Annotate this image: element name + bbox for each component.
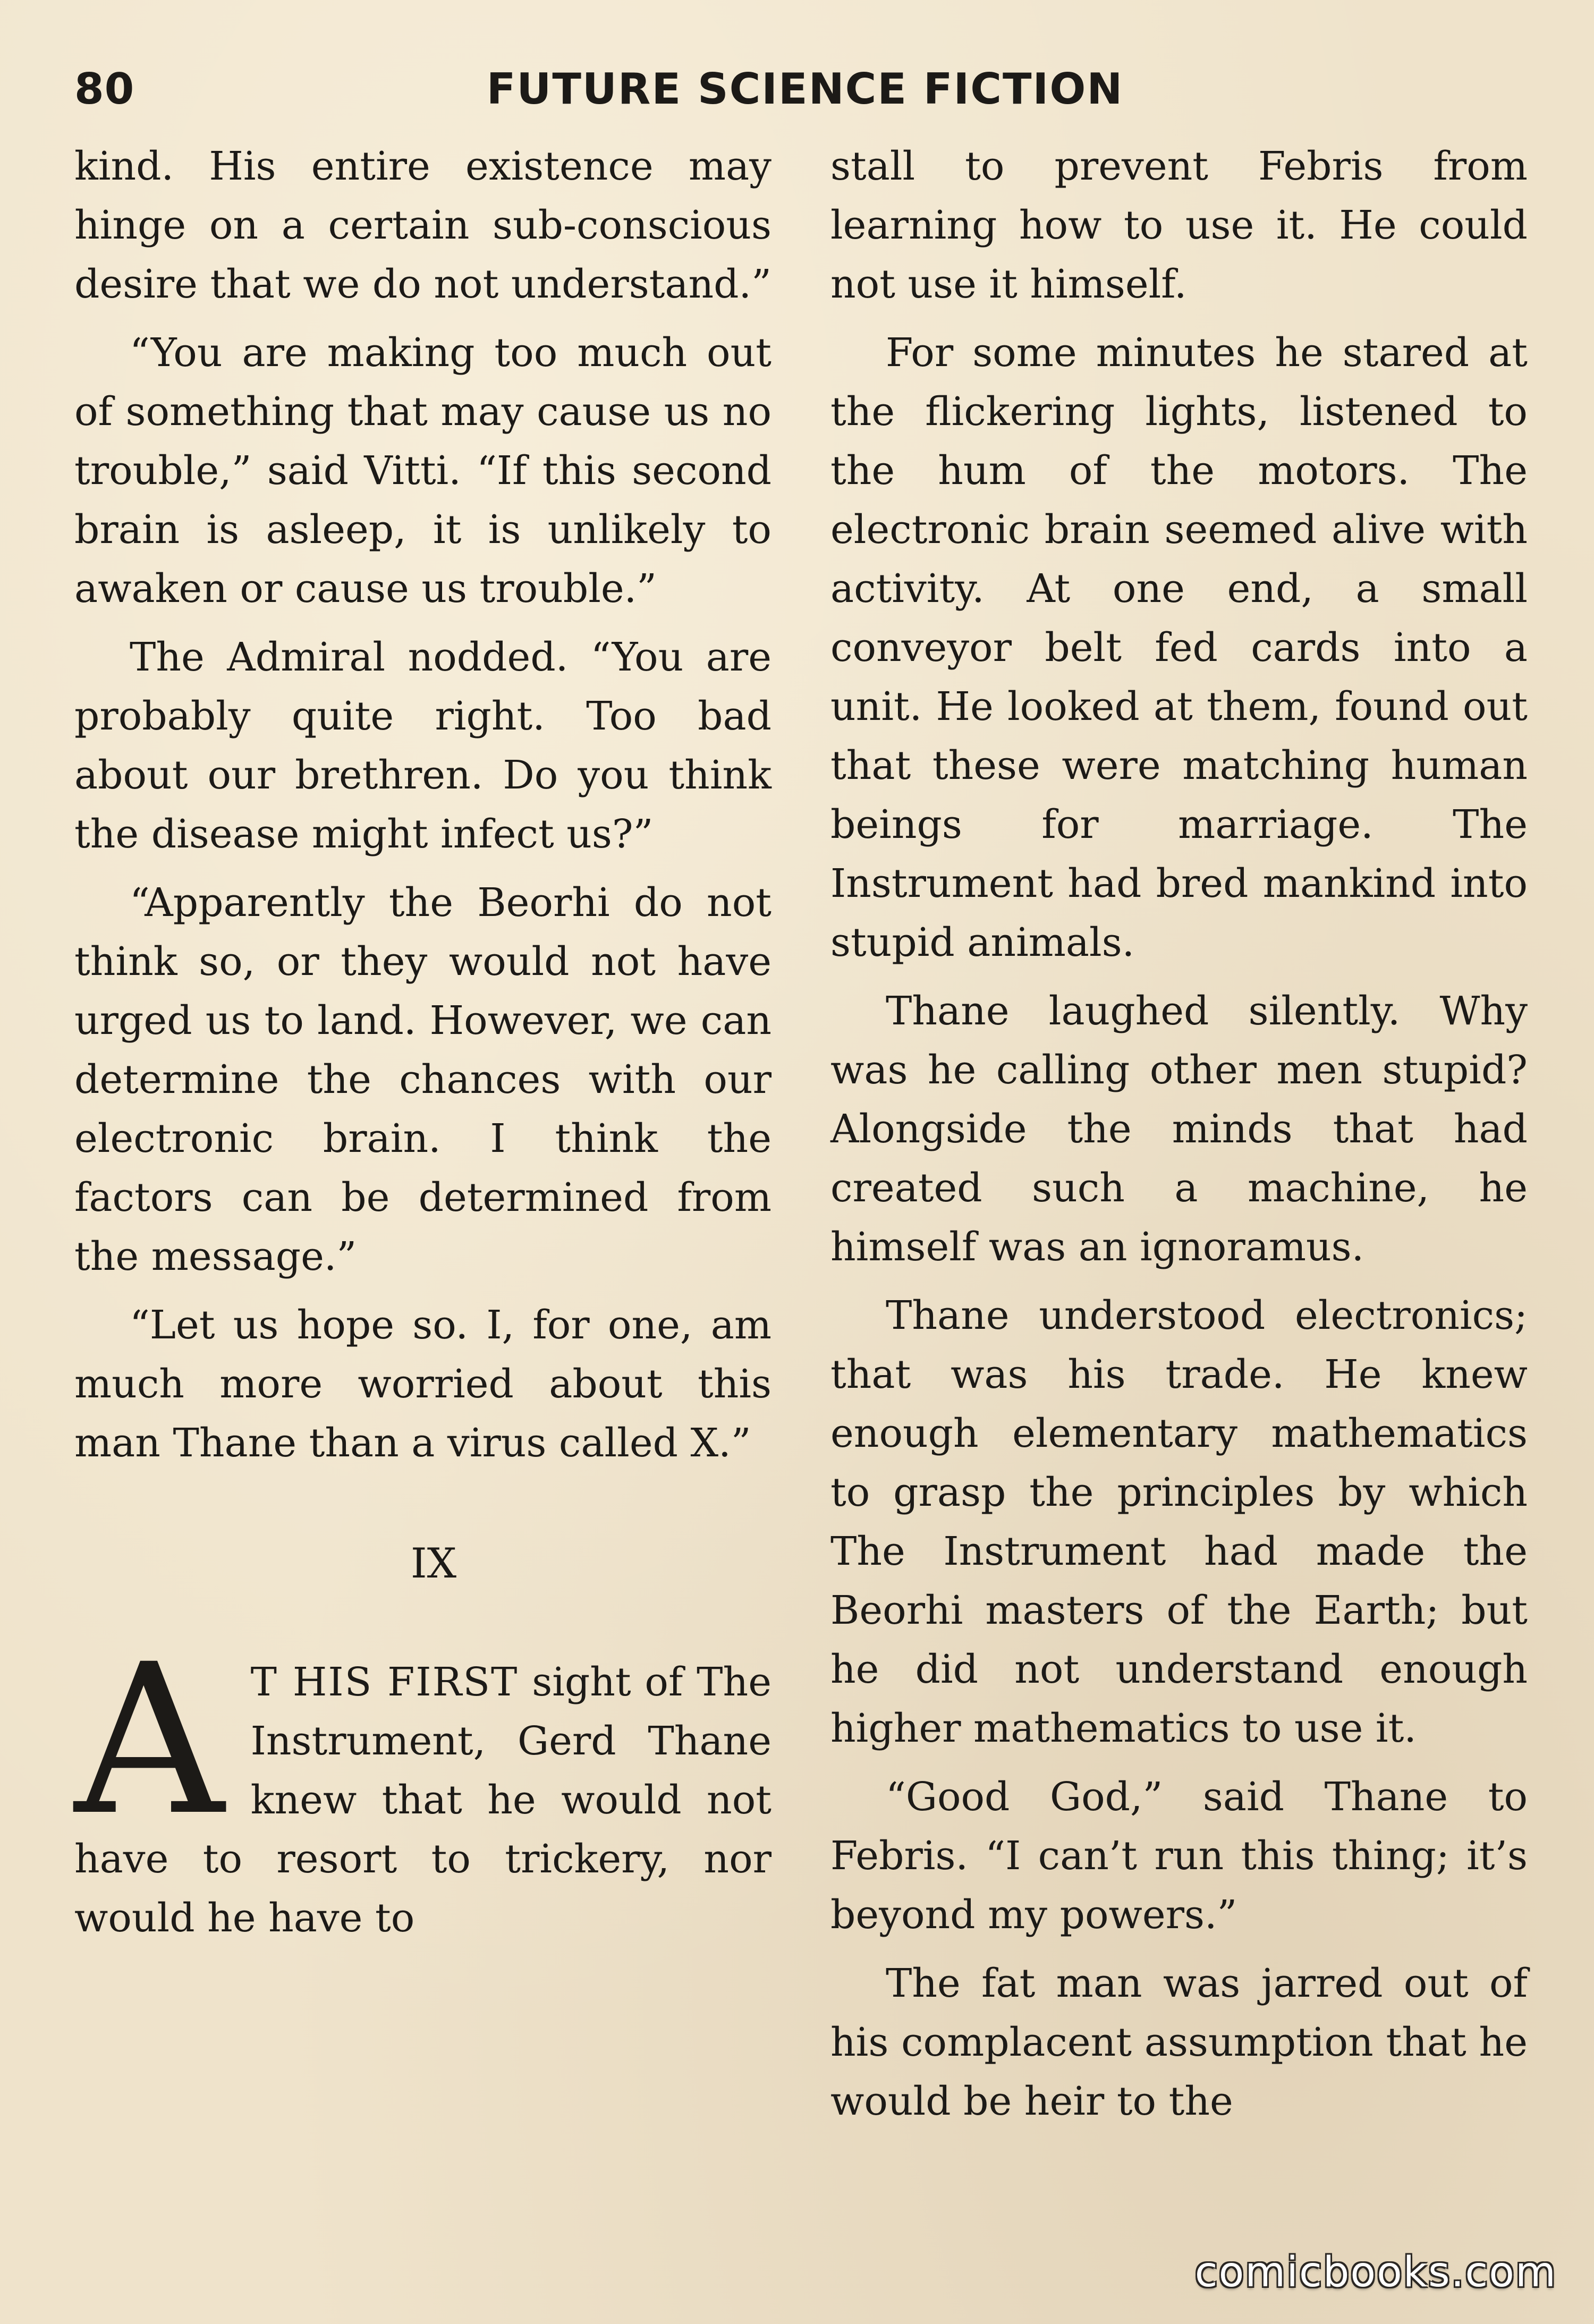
paragraph: kind. His entire existence may hinge on a certain sub-conscious desire that we do not understand.” (74, 143, 771, 307)
paragraph: Thane understood electronics; that was his trade. He knew enough elementary mathematics to grasp the principles by which The Instrument had made the Beorhi masters of the Earth; but he did not understand enough higher mathematics to use it. (830, 1293, 1528, 1751)
right-column (830, 137, 1528, 2141)
paragraph: For some minutes he stared at the flickering lights, listened to the hum of the motors. The electronic brain seemed alive with activity. At one end, a small conveyor belt fed cards into a unit. He looked at them, found out that these were matching human beings for marriage. The Instrument had bred mankind into stupid animals. (830, 330, 1528, 965)
paragraph: “You are making too much out of something that may cause us no trouble,” said Vitti. “If this second brain is asleep, it is unlikely to awaken or cause us trouble.” (74, 330, 771, 612)
page-header (74, 57, 1514, 121)
chapter-lead-in: T HIS FIRST (250, 1659, 519, 1705)
paragraph: stall to prevent Febris from learning how to use it. He could not use it himself. (830, 143, 1528, 307)
paragraph: The Admiral nodded. “You are probably quite right. Too bad about our brethren. Do you think the disease might infect us?” (74, 634, 771, 857)
page-number: 80 (74, 64, 135, 114)
paragraph: Thane laughed silently. Why was he calling other men stupid? Alongside the minds that had created such a machine, he himself was an ignoramus. (830, 988, 1528, 1270)
paragraph: “Apparently the Beorhi do not think so, or they would not have urged us to land. However, we can determine the chances with our electronic brain. I think the factors can be determined from the message.” (74, 880, 771, 1279)
paragraph: “Good God,” said Thane to Febris. “I can’t run this thing; it’s beyond my powers.” (830, 1774, 1528, 1938)
running-head: FUTURE SCIENCE FICTION (486, 64, 1124, 114)
chapter-opening-paragraph (74, 1619, 771, 1948)
watermark: comicbooks.com (1194, 2249, 1557, 2296)
paragraph: The fat man was jarred out of his complacent assumption that he would be heir to the (830, 1961, 1528, 2124)
drop-cap: A (74, 1619, 224, 1861)
chapter-opening-text: sight of The Instrument, Gerd Thane knew that he would not have to resort to trickery, nor would he have to (74, 1659, 771, 1941)
paragraph: “Let us hope so. I, for one, am much more worried about this man Thane than a virus called X.” (74, 1302, 771, 1466)
left-column (74, 137, 771, 1957)
chapter-number: IX (410, 1540, 457, 1588)
